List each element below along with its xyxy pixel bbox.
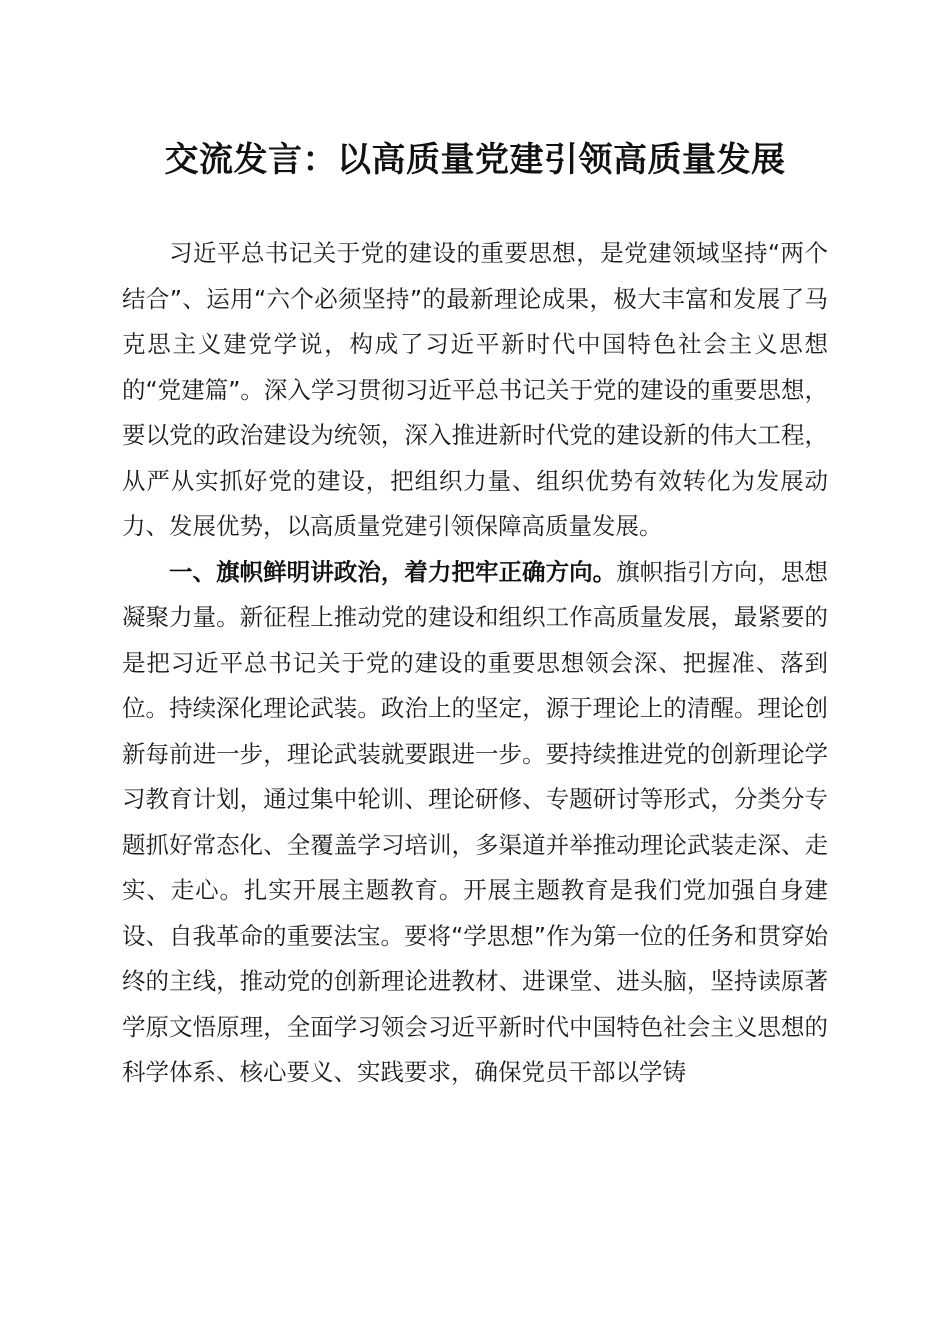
paragraph-intro-text: 习近平总书记关于党的建设的重要思想，是党建领域坚持“两个结合”、运用“六个必须坚持”的最新理论成果，极大丰富和发展了马克思主义建党学说，构成了习近平新时代中国特色社会主义思想的“党建篇”。深入学习贯彻习近平总书记关于党的建设的重要思想，要以党的政治建设为统领，深入推进新时代党的建设新的伟大工程，从严从实抓好党的建设，把组织力量、组织优势有效转化为发展动力、发展优势，以高质量党建引领保障高质量发展。: [122, 239, 828, 540]
document-title: 交流发言：以高质量党建引领高质量发展: [164, 140, 786, 180]
section-one-heading: 一、旗帜鲜明讲政治，着力把牢正确方向。: [169, 557, 617, 586]
section-one-text: 旗帜指引方向，思想凝聚力量。新征程上推动党的建设和组织工作高质量发展，最紧要的是把习近平总书记关于党的建设的重要思想领会深、把握准、落到位。持续深化理论武装。政治上的坚定，源于理论上的清醒。理论创新每前进一步，理论武装就要跟进一步。要持续推进党的创新理论学习教育计划，通过集中轮训、理论研修、专题研讨等形式，分类分专题抓好常态化、全覆盖学习培训，多渠道并举推动理论武装走深、走实、走心。扎实开展主题教育。开展主题教育是我们党加强自身建设、自我革命的重要法宝。要将“学思想”作为第一位的任务和贯穿始终的主线，推动党的创新理论进教材、进课堂、进头脑，坚持读原著学原文悟原理，全面学习领会习近平新时代中国特色社会主义思想的科学体系、核心要义、实践要求，确保党员干部以学铸: [122, 557, 828, 1086]
document-body: [122, 231, 828, 1096]
paragraph-section-one: [122, 550, 828, 1096]
paragraph-intro: [122, 231, 828, 550]
